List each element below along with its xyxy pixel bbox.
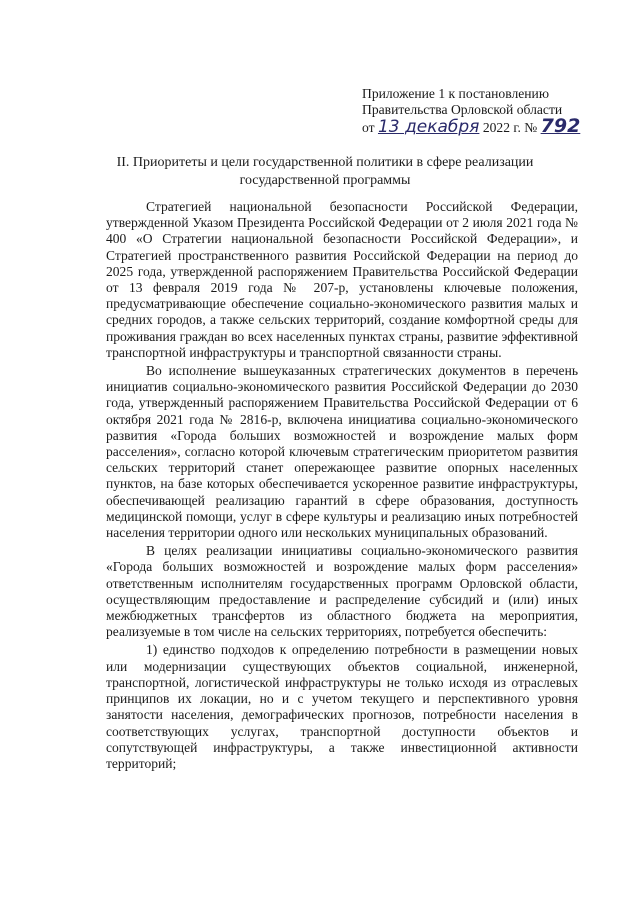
appendix-header [362,86,602,136]
appendix-line-2: Правительства Орловской области [362,102,563,117]
year-label: 2022 г. № [482,120,538,135]
appendix-date-line [362,115,602,137]
appendix-line-1: Приложение 1 к постановлению [362,86,549,101]
list-item-1: 1) единство подходов к определению потребности в размещении новых или модернизации существующих объектов социальной, инженерной, транспортной, логистической инфраструктуры не только исходя из отраслевых принципов их локации, но и с учетом текущего и перспективного уровня занятости населения, демографических прогнозов, потребности населения в соответствующих услугах, транспортной доступности объектов и сопутствующей инфраструктуры, а также инвестиционной активности территорий; [106,642,578,771]
paragraph-goals: В целях реализации инициативы социально-экономического развития «Города больших возможностей и возрождение малых форм расселения» ответственным исполнителям государственных программ Орловской области, осуществляющим предоставление и распределение субсидий и (или) иных межбюджетных трансфертов из областного бюджета на мероприятия, реализуемые в том числе на сельских территориях, потребуется обеспечить: [106,543,578,640]
handwritten-date: 13 декабря [377,117,480,137]
document-body [106,199,578,774]
from-label: от [362,120,375,135]
paragraph-initiatives: Во исполнение вышеуказанных стратегических документов в перечень инициатив социально-экономического развития Российской Федерации до 2030 года, утвержденный распоряжением Правительства Российской Федерации от 6 октября 2021 года № 2816-р, включена инициатива социально-экономического развития «Города больших возможностей и возрождение малых форм расселения», согласно которой ключевым стратегическим приоритетом развития сельских территорий станет опережающее развитие опорных населенных пунктов, на базе которых обеспечивается ускоренное развитие инфраструктуры, обеспечивающей реализацию гарантий в сфере образования, доступность медицинской помощи, услуг в сфере культуры и реализацию иных потребностей населения территории одного или нескольких муниципальных образований. [106,363,578,541]
section-title: II. Приоритеты и цели государственной политики в сфере реализации государственной программы [116,155,534,188]
handwritten-number: 792 [540,115,581,137]
paragraph-strategy: Стратегией национальной безопасности Российской Федерации, утвержденной Указом Президента Российской Федерации от 2 июля 2021 года № 400 «О Стратегии национальной безопасности Российской Федерации», и Стратегией пространственного развития Российской Федерации на период до 2025 года, утвержденной распоряжением Правительства Российской Федерации от 13 февраля 2019 года № 207-р, установлены ключевые положения, предусматривающие обеспечение социально-экономического развития малых и средних городов, а также сельских территорий, создание комфортной среды для проживания граждан во всех населенных пунктах страны, развитие эффективной транспортной инфраструктуры и транспортной связанности страны. [106,199,578,360]
